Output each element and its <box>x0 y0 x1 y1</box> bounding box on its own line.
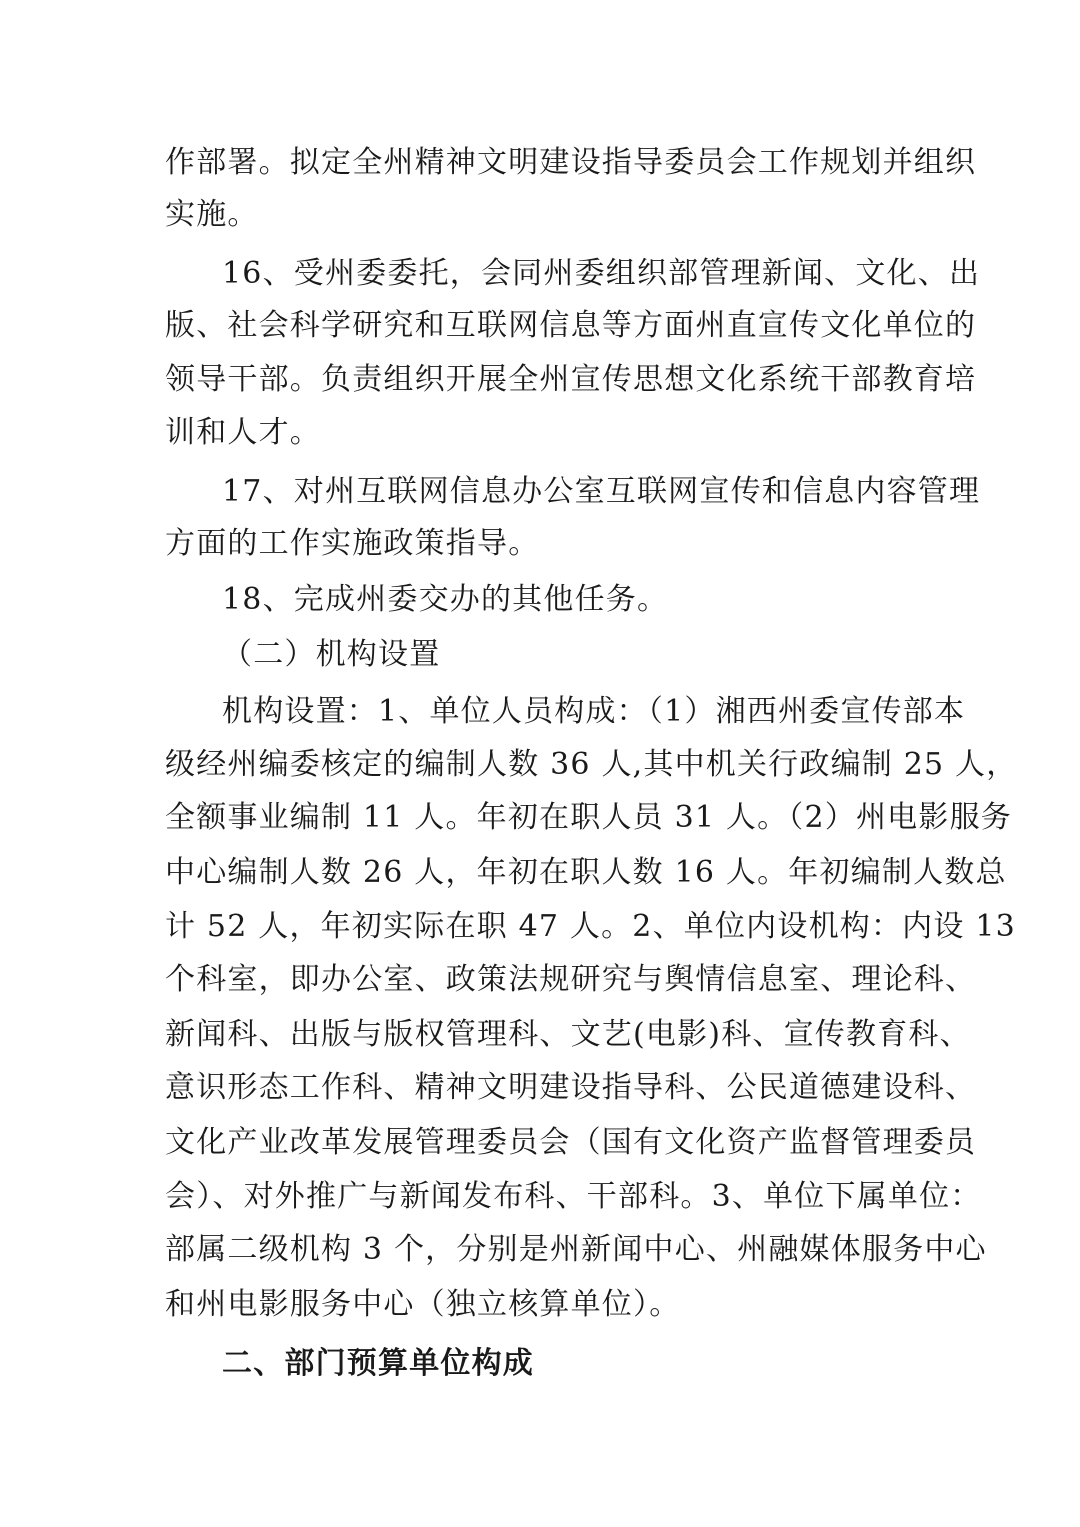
text-line: 作部署。拟定全州精神文明建设指导委员会工作规划并组织 <box>165 145 977 180</box>
section-subheading: （二）机构设置 <box>222 637 441 672</box>
text-line: 18、完成州委交办的其他任务。 <box>222 582 669 617</box>
text-line: 中心编制人数 26 人，年初在职人数 16 人。年初编制人数总 <box>165 855 1007 890</box>
text-line: 会）、对外推广与新闻发布科、干部科。3、单位下属单位： <box>165 1179 982 1214</box>
text-line: 新闻科、出版与版权管理科、文艺(电影)科、宣传教育科、 <box>165 1017 971 1052</box>
text-line: 17、对州互联网信息办公室互联网宣传和信息内容管理 <box>222 474 981 509</box>
text-line: 和州电影服务中心（独立核算单位）。 <box>165 1287 681 1322</box>
text-line: 部属二级机构 3 个，分别是州新闻中心、州融媒体服务中心 <box>165 1232 987 1267</box>
text-line: 方面的工作实施政策指导。 <box>165 526 540 561</box>
text-line: 意识形态工作科、精神文明建设指导科、公民道德建设科、 <box>165 1070 977 1105</box>
text-line: 个科室，即办公室、政策法规研究与舆情信息室、理论科、 <box>165 962 977 997</box>
text-line: 训和人才。 <box>165 415 321 450</box>
text-line: 计 52 人，年初实际在职 47 人。2、单位内设机构：内设 13 <box>165 909 1016 944</box>
text-line: 领导干部。负责组织开展全州宣传思想文化系统干部教育培 <box>165 362 977 397</box>
text-line: 级经州编委核定的编制人数 36 人,其中机关行政编制 25 人， <box>165 747 1018 782</box>
text-line: 文化产业改革发展管理委员会（国有文化资产监督管理委员 <box>165 1125 977 1160</box>
text-line: 16、受州委委托，会同州委组织部管理新闻、文化、出 <box>222 256 981 291</box>
text-line: 实施。 <box>165 197 259 232</box>
section-heading: 二、部门预算单位构成 <box>222 1346 534 1381</box>
text-line: 机构设置：1、单位人员构成：（1）湘西州委宣传部本 <box>222 694 966 729</box>
text-line: 全额事业编制 11 人。年初在职人员 31 人。（2）州电影服务 <box>165 800 1012 835</box>
text-line: 版、社会科学研究和互联网信息等方面州直宣传文化单位的 <box>165 308 977 343</box>
